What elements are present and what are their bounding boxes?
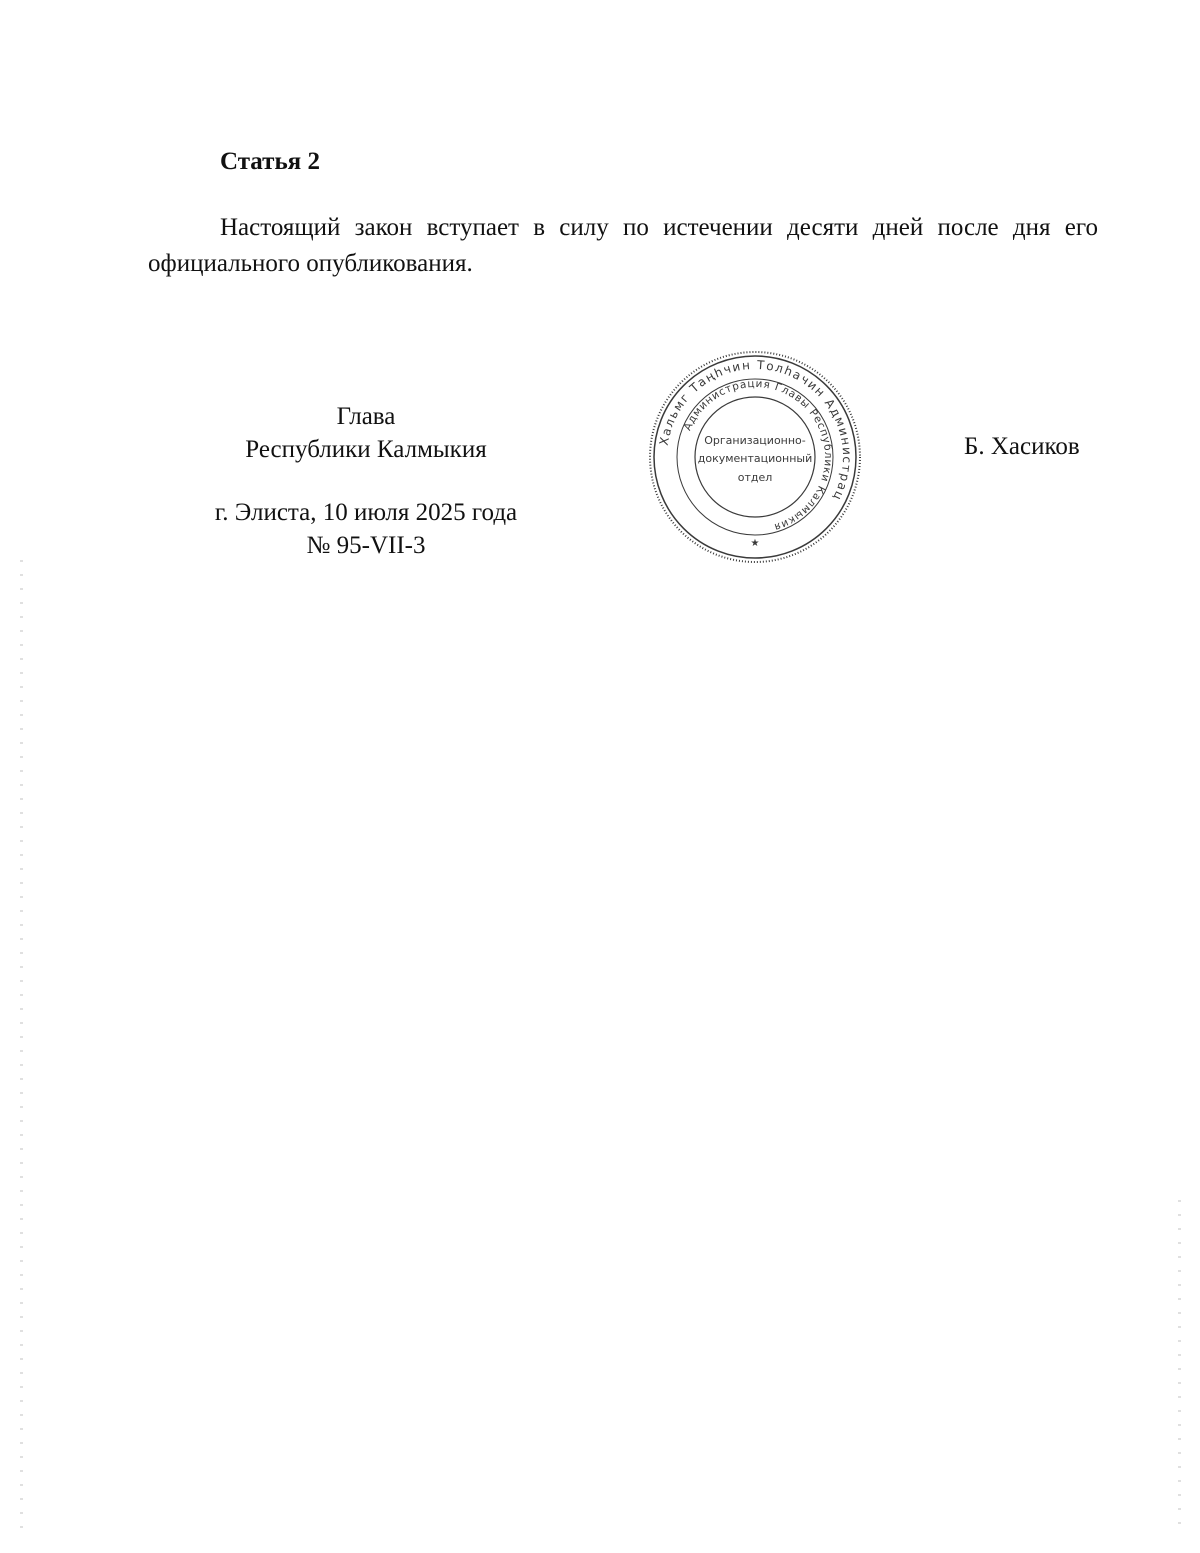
place-date: г. Элиста, 10 июля 2025 года — [214, 499, 518, 526]
article-paragraph: Настоящий закон вступает в силу по истечении десяти дней после дня его официального опубликования. — [148, 214, 1098, 277]
law-number: № 95-VII-3 — [306, 532, 426, 559]
stamp-outer-text: Хальмг Таңһчин Толһачин Администрац — [656, 357, 855, 504]
stamp-center-line1: Организационно- — [704, 434, 806, 447]
signatory-title-line1: Глава — [336, 403, 396, 430]
stamp-star-icon: ★ — [750, 538, 760, 549]
scan-artifact-left — [20, 560, 23, 1530]
signatory-name: Б. Хасиков — [964, 433, 1080, 460]
stamp-center-line3: отдел — [737, 471, 773, 484]
scan-artifact-right — [1178, 1200, 1181, 1530]
spacer — [196, 466, 536, 496]
signatory-position — [196, 400, 536, 562]
article-heading: Статья 2 — [220, 148, 320, 175]
stamp-ring-text: Администрация Главы Республики Калмыкия — [681, 377, 835, 534]
signatory-title-line2: Республики Калмыкия — [245, 436, 487, 463]
official-seal-stamp — [640, 350, 870, 565]
stamp-center-line2: документационный — [697, 452, 813, 465]
